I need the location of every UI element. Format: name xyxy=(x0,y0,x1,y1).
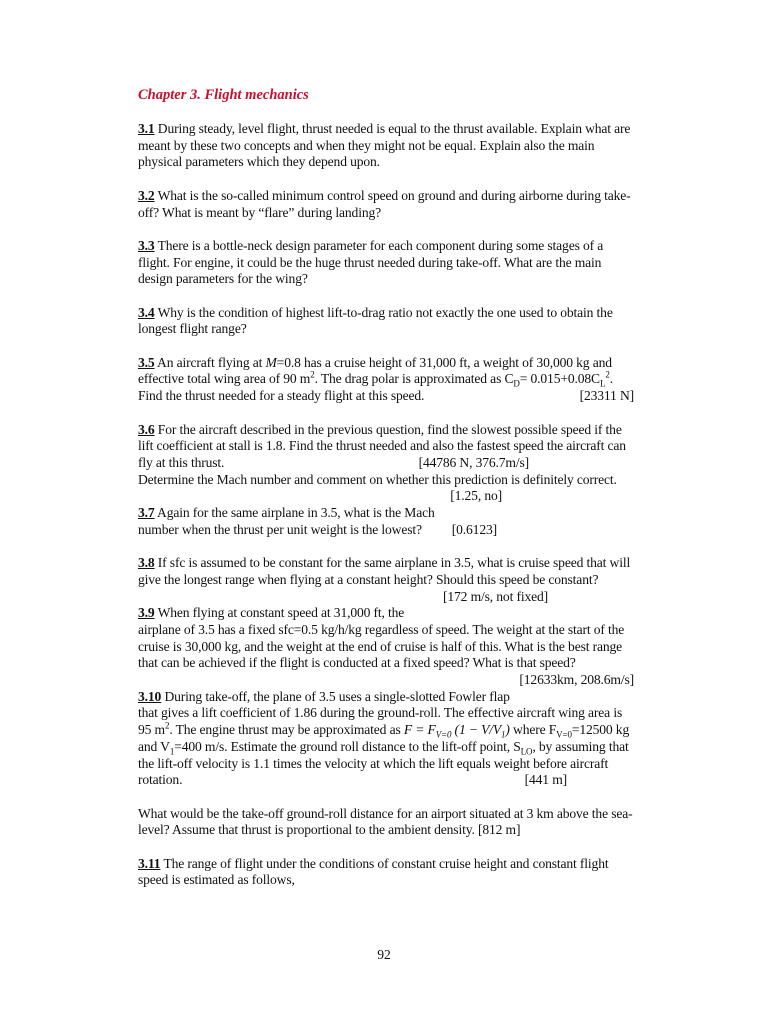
superscript: 2 xyxy=(310,369,315,380)
question-text: During steady, level flight, thrust needed is equal to the thrust available. Explain what are meant by these two concepts and when they might not be equal. Explain also the main physical parameters which they depend upon. xyxy=(138,121,631,170)
question-number: 3.4 xyxy=(138,304,155,320)
question-3-1 xyxy=(138,121,634,171)
formula-part: F = F xyxy=(403,722,436,738)
question-text: = 0.015+0.08C xyxy=(519,371,600,387)
subscript: D xyxy=(513,379,520,390)
superscript: 2 xyxy=(164,720,170,731)
question-text: Again for the same airplane in 3.5, what is the Mach number when the thrust per unit weight is the lowest? xyxy=(138,505,435,537)
answer: [23311 N] xyxy=(579,388,634,404)
question-text: Determine the Mach number and comment on whether this prediction is definitely correct. xyxy=(138,471,617,487)
question-text: What is the so-called minimum control speed on ground and during airborne during take-off? What is meant by “flare” during landing? xyxy=(138,187,631,220)
question-text: If sfc is assumed to be constant for the same airplane in 3.5, what is cruise speed that will give the longest range when flying at a constant height? Should this speed be constant? xyxy=(138,555,631,587)
subscript: 1 xyxy=(501,729,506,740)
subscript: 1 xyxy=(169,746,175,757)
question-number: 3.3 xyxy=(138,237,155,253)
subscript: L xyxy=(599,379,606,390)
question-number: 3.1 xyxy=(138,121,155,136)
chapter-title: Chapter 3. Flight mechanics xyxy=(138,87,309,103)
question-text: . The drag polar is approximated as C xyxy=(314,371,514,387)
question-text: The range of flight under the conditions of constant cruise height and constant flight speed is estimated as follows, xyxy=(138,855,609,888)
question-3-4 xyxy=(138,305,634,338)
question-text: What would be the take-off ground-roll distance for an airport situated at 3 km above the sea-level? Assume that thrust is proportional to the ambient density. xyxy=(138,805,633,838)
subscript: LO xyxy=(520,746,533,757)
question-text: During take-off, the plane of 3.5 uses a single-slotted Fowler flap that gives a lift coefficient of 1.86 during the ground-roll. The effective aircraft wing area is 95 m xyxy=(138,688,623,738)
formula-part: (1 − V/V xyxy=(451,722,502,738)
question-number: 3.10 xyxy=(138,688,162,704)
question-number: 3.11 xyxy=(138,855,161,871)
question-3-11 xyxy=(138,856,634,889)
answer: [0.6123] xyxy=(451,521,497,537)
question-text: where F xyxy=(509,722,557,738)
thrust-formula xyxy=(403,722,510,740)
answer: [441 m] xyxy=(524,772,567,788)
question-text: =12500 kg and V xyxy=(138,722,630,754)
question-number: 3.6 xyxy=(138,421,155,437)
page-number: 92 xyxy=(377,947,391,962)
answer: [812 m] xyxy=(477,822,521,838)
formula-part: ) xyxy=(505,722,510,738)
subscript: V=0 xyxy=(435,729,452,740)
question-3-9 xyxy=(138,605,634,688)
answer: [1.25, no] xyxy=(450,488,502,504)
question-3-7 xyxy=(138,505,634,538)
question-3-6 xyxy=(138,421,634,504)
question-number: 3.9 xyxy=(138,605,155,621)
question-text: =0.8 has a cruise height of 31,000 ft, a weight of 30,000 kg and effective total wing area of 90 m xyxy=(138,354,612,387)
question-text: An aircraft flying at xyxy=(157,354,266,370)
question-3-2 xyxy=(138,188,634,221)
question-text: . Find the thrust needed for a steady flight at this speed. xyxy=(138,371,613,404)
question-3-8 xyxy=(138,555,634,604)
question-3-5 xyxy=(138,355,634,405)
answer: [12633km, 208.6m/s] xyxy=(519,672,634,688)
subscript: V=0 xyxy=(556,729,572,740)
question-text: When flying at constant speed at 31,000 ft, the airplane of 3.5 has a fixed sfc=0.5 kg/h/kg regardless of speed. The weight at the start of the cruise is 30,000 kg, and the weight at the end of cruise is half of this. What is the best range that can be achieved if the flight is conducted at a fixed speed? What is that speed? xyxy=(138,605,625,671)
question-text: There is a bottle-neck design parameter for each component during some stages of a flight. For engine, it could be the huge thrust needed during take-off. What are the main design parameters for the wing? xyxy=(138,237,604,287)
superscript: 2 xyxy=(605,369,610,380)
mach-variable: M xyxy=(265,354,277,370)
question-number: 3.8 xyxy=(138,555,155,571)
question-number: 3.7 xyxy=(138,505,155,521)
answer: [44786 N, 376.7m/s] xyxy=(418,454,529,470)
question-3-10-followup xyxy=(138,806,634,839)
question-number: 3.5 xyxy=(138,354,155,370)
question-text: Why is the condition of highest lift-to-drag ratio not exactly the one used to obtain the longest flight range? xyxy=(138,304,613,337)
question-text: =400 m/s. Estimate the ground roll distance to the lift-off point, S xyxy=(174,738,521,754)
question-number: 3.2 xyxy=(138,187,155,203)
question-3-3 xyxy=(138,238,634,288)
question-text: . The engine thrust may be approximated as xyxy=(169,722,404,738)
answer: [172 m/s, not fixed] xyxy=(443,588,548,604)
question-text: , by assuming that the lift-off velocity is 1.1 times the velocity at which the lift equals weight before aircraft rotation. xyxy=(138,738,629,788)
question-text: For the aircraft described in the previous question, find the slowest possible speed if the lift coefficient at stall is 1.8. Find the thrust needed and also the fastest speed the aircraft can fly at this thrust. xyxy=(138,421,626,470)
question-3-10 xyxy=(138,689,634,789)
questions-list xyxy=(138,121,634,906)
